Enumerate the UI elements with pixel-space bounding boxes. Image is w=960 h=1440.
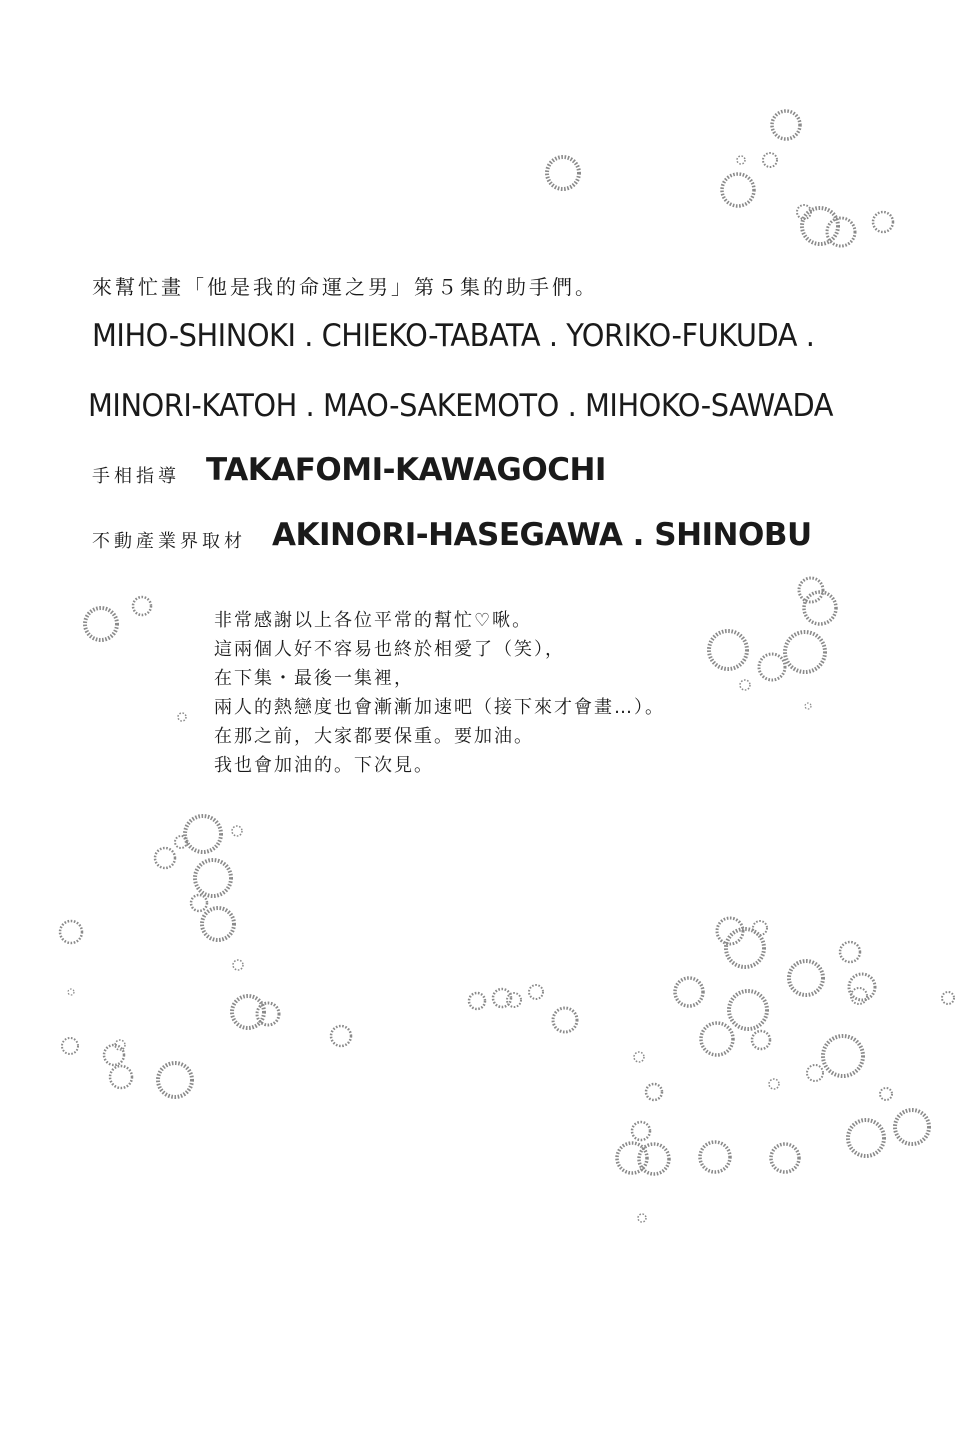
message-line: 在那之前，大家都要保重。要加油。 xyxy=(214,726,534,747)
role-title: 手相指導 xyxy=(92,466,180,487)
message-line: 這兩個人好不容易也終於相愛了（笑）， xyxy=(214,639,565,660)
role-realestate xyxy=(92,527,246,553)
message-line: 兩人的熱戀度也會漸漸加速吧（接下來才會畫…）。 xyxy=(214,697,665,718)
role-title: 不動產業界取材 xyxy=(92,531,246,552)
intro-text: 來幫忙畫「他是我的命運之男」第５集的助手們。 xyxy=(92,275,598,299)
message-line: 我也會加油的。下次見。 xyxy=(214,755,434,776)
message-line: 非常感謝以上各位平常的幫忙♡啾。 xyxy=(214,610,533,631)
role-palmistry-name: TAKAFOMI-KAWAGOCHI xyxy=(206,452,606,488)
message-line: 在下集・最後一集裡， xyxy=(214,668,414,689)
credits-line-1: MIHO-SHINOKI . CHIEKO-TABATA . YORIKO-FUKUDA . xyxy=(92,318,815,354)
role-realestate-name: AKINORI-HASEGAWA . SHINOBU xyxy=(272,517,812,553)
role-palmistry xyxy=(92,462,180,488)
credits-line-2: MINORI-KATOH . MAO-SAKEMOTO . MIHOKO-SAWADA xyxy=(88,388,833,424)
afterword-message xyxy=(214,606,665,780)
